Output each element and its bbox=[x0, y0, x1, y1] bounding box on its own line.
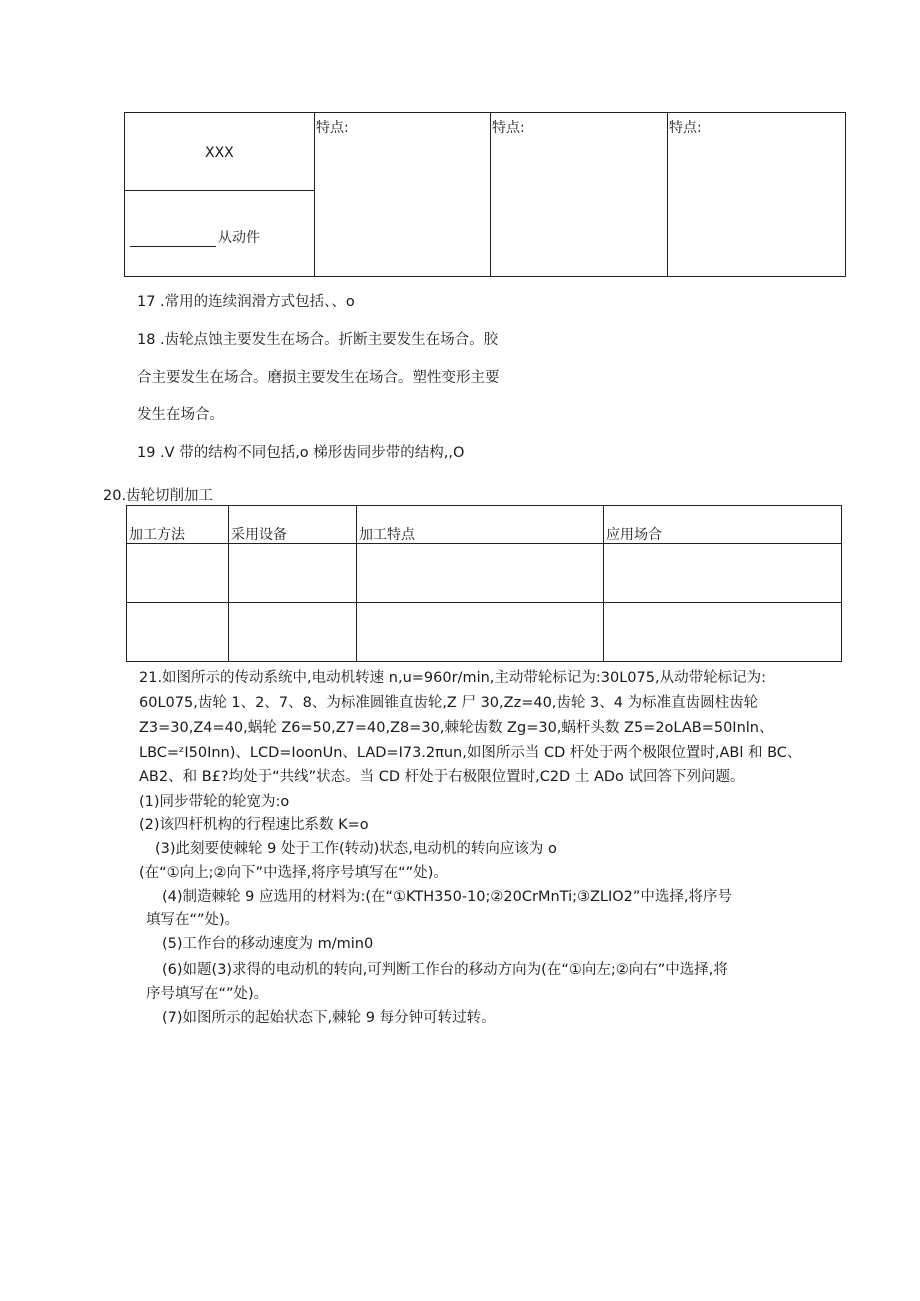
divider bbox=[356, 505, 357, 662]
question-19: 19 .V 带的结构不同包括,o 梯形齿同步带的结构,,O bbox=[137, 445, 465, 461]
divider bbox=[314, 112, 315, 277]
divider bbox=[126, 602, 842, 603]
table-header: 采用设备 bbox=[231, 527, 287, 543]
feature-label: 特点: bbox=[669, 120, 702, 136]
subquestion-3: (3)此刻要使棘轮 9 处于工作(转动)状态,电动机的转向应该为 o bbox=[155, 841, 557, 857]
answer-blank[interactable] bbox=[130, 232, 216, 247]
question-21-line-4: LBC=ᶻI50Inn)、LCD=IoonUn、LAD=I73.2πun,如图所示当 CD 杆处于两个极限位置时,ABl 和 BC、 bbox=[139, 745, 802, 761]
table-header: 加工特点 bbox=[359, 527, 415, 543]
subquestion-6: (6)如题(3)求得的电动机的转向,可判断工作台的移动方向为(在“①向左;②向右”中选择,将 bbox=[162, 962, 728, 978]
question-21-line-5: AB2、和 B£?均处于“共线”状态。当 CD 杆处于右极限位置时,C2D 土 ADo 试回答下列问题。 bbox=[139, 769, 745, 785]
question-21-line-3: Z3=30,Z4=40,蜗轮 Z6=50,Z7=40,Z8=30,棘轮齿数 Zg=30,蜗杆头数 Z5=2oLAB=50Inln、 bbox=[139, 720, 774, 736]
question-21-line-1: 21.如图所示的传动系统中,电动机转速 n,u=960r/min,主动带轮标记为:30L075,从动带轮标记为: bbox=[139, 670, 766, 686]
question-17: 17 .常用的连续润滑方式包括、、o bbox=[137, 294, 355, 310]
subquestion-3-note: (在“①向上;②向下”中选择,将序号填写在“”处)。 bbox=[139, 865, 448, 881]
subquestion-2: (2)该四杆机构的行程速比系数 K=o bbox=[139, 817, 369, 833]
question-18-line-1: 18 .齿轮点蚀主要发生在场合。折断主要发生在场合。胶 bbox=[137, 332, 499, 348]
divider bbox=[667, 112, 668, 277]
subquestion-5: (5)工作台的移动速度为 m/min0 bbox=[162, 936, 374, 952]
question-21-line-2: 60L075,齿轮 1、2、7、8、为标准圆锥直齿轮,Z 尸 30,Zz=40,齿轮 3、4 为标准直齿圆柱齿轮 bbox=[139, 695, 759, 711]
subquestion-4-note: 填写在“”处)。 bbox=[146, 912, 240, 928]
divider bbox=[124, 190, 314, 191]
subquestion-1: (1)同步带轮的轮宽为:o bbox=[139, 794, 290, 810]
divider bbox=[603, 505, 604, 662]
subquestion-7: (7)如图所示的起始状态下,棘轮 9 每分钟可转过转。 bbox=[162, 1010, 496, 1026]
question-20-title: 20.齿轮切削加工 bbox=[103, 488, 214, 504]
subquestion-4: (4)制造棘轮 9 应选用的材料为:(在“①KTH350-10;②20CrMnTi;③ZLIO2”中选择,将序号 bbox=[162, 889, 733, 905]
follower-text: 从动件 bbox=[218, 230, 260, 246]
feature-label: 特点: bbox=[492, 120, 525, 136]
table-header: 加工方法 bbox=[129, 527, 185, 543]
mechanism-name: XXX bbox=[205, 145, 234, 161]
follower-label bbox=[130, 227, 260, 247]
cam-table-border bbox=[124, 112, 846, 277]
question-18-line-3: 发生在场合。 bbox=[137, 407, 224, 423]
divider bbox=[228, 505, 229, 662]
subquestion-6-note: 序号填写在“”处)。 bbox=[146, 986, 269, 1002]
feature-label: 特点: bbox=[316, 120, 349, 136]
table-header: 应用场合 bbox=[606, 527, 662, 543]
divider bbox=[490, 112, 491, 277]
question-18-line-2: 合主要发生在场合。磨损主要发生在场合。塑性变形主要 bbox=[137, 370, 500, 386]
